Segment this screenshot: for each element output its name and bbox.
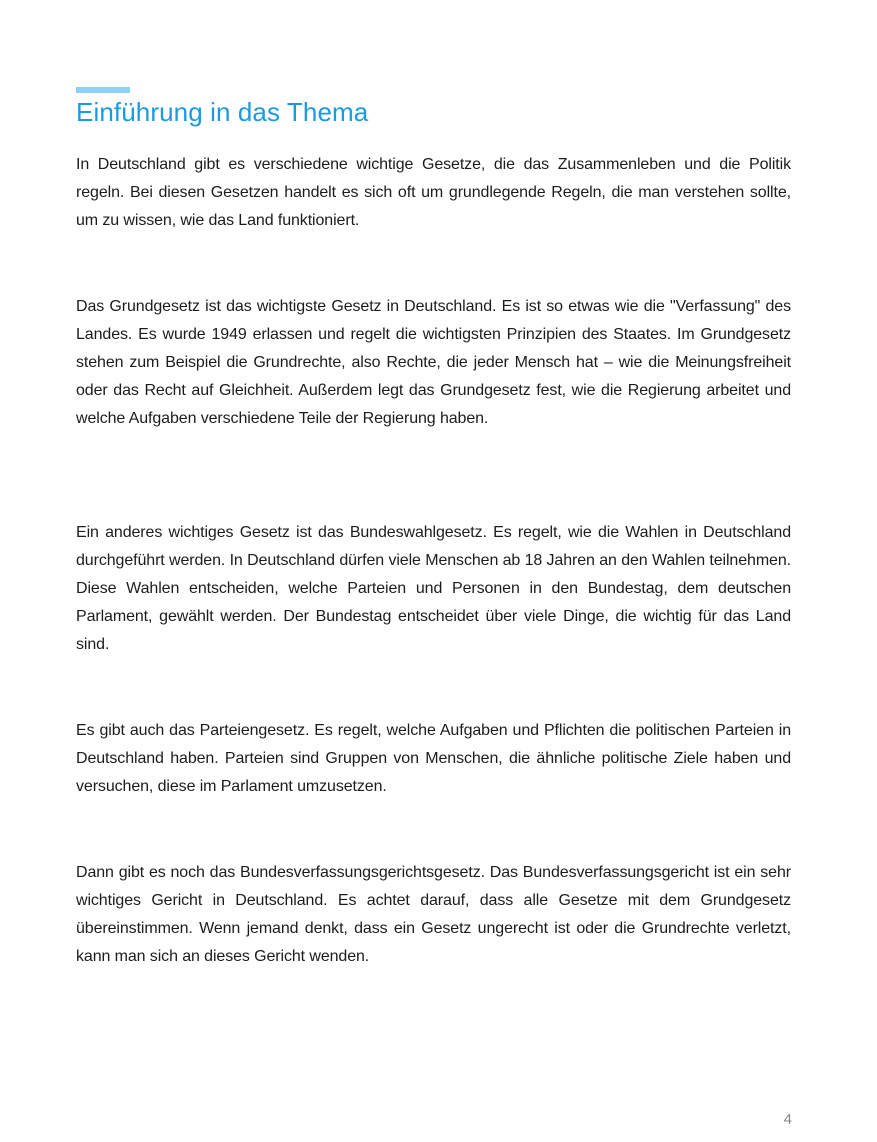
paragraph-bundeswahlgesetz: Ein anderes wichtiges Gesetz ist das Bundeswahlgesetz. Es regelt, wie die Wahlen in Deutschland durchgeführt werden. In Deutschland dürfen viele Menschen ab 18 Jahren an den Wahlen teilnehmen. Diese Wahlen entscheiden, welche Parteien und Personen in den Bundestag, dem deutschen Parlament, gewählt werden. Der Bundestag entscheidet über viele Dinge, die wichtig für das Land sind. (76, 524, 791, 653)
paragraph-bundesverfassungsgerichtsgesetz: Dann gibt es noch das Bundesverfassungsgerichtsgesetz. Das Bundesverfassungsgericht ist ein sehr wichtiges Gericht in Deutschland. Es achtet darauf, dass alle Gesetze mit dem Grundgesetz übereinstimmen. Wenn jemand denkt, dass ein Gesetz ungerecht ist oder die Grundrechte verletzt, kann man sich an dieses Gericht wenden. (76, 864, 791, 965)
paragraph-grundgesetz: Das Grundgesetz ist das wichtigste Gesetz in Deutschland. Es ist so etwas wie die "Verfassung" des Landes. Es wurde 1949 erlassen und regelt die wichtigsten Prinzipien des Staates. Im Grundgesetz stehen zum Beispiel die Grundrechte, also Rechte, die jeder Mensch hat – wie die Meinungsfreiheit oder das Recht auf Gleichheit. Außerdem legt das Grundgesetz fest, wie die Regierung arbeitet und welche Aufgaben verschiedene Teile der Regierung haben. (76, 298, 791, 427)
paragraph-parteiengesetz: Es gibt auch das Parteiengesetz. Es regelt, welche Aufgaben und Pflichten die politischen Parteien in Deutschland haben. Parteien sind Gruppen von Menschen, die ähnliche politische Ziele haben und versuchen, diese im Parlament umzusetzen. (76, 722, 791, 795)
heading-accent-bar (76, 87, 130, 93)
section-heading: Einführung in das Thema (76, 97, 369, 127)
page-number: 4 (783, 1111, 792, 1128)
paragraph-intro: In Deutschland gibt es verschiedene wichtige Gesetze, die das Zusammenleben und die Politik regeln. Bei diesen Gesetzen handelt es sich oft um grundlegende Regeln, die man verstehen sollte, um zu wissen, wie das Land funktioniert. (76, 156, 791, 229)
